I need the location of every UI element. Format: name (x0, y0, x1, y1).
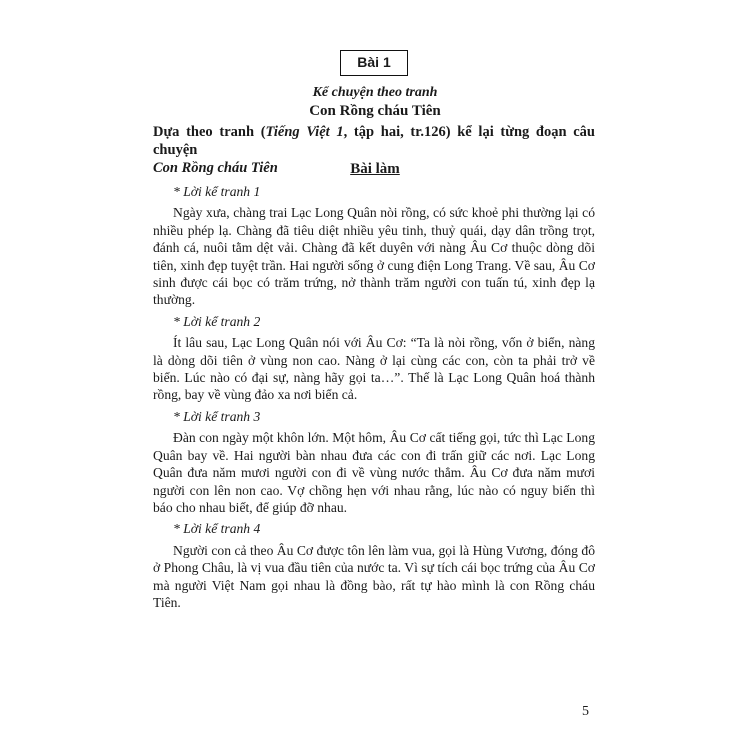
lesson-label: Bài 1 (357, 54, 391, 70)
part-4-label: * Lời kể tranh 4 (173, 521, 261, 537)
lesson-title-box (340, 50, 408, 76)
part-4-text: Người con cả theo Âu Cơ được tôn lên làm vua, gọi là Hùng Vương, đóng đô ở Phong Châu, là vị vua đầu tiên của nước ta. Vì sự tích cái bọc trứng của Âu Cơ mà người Việt Nam gọi nhau là đồng bào, rất tự hào mình là con Rồng cháu Tiên. (153, 542, 595, 610)
task-prefix: Dựa theo tranh ( (153, 124, 266, 140)
part-2-text: Ít lâu sau, Lạc Long Quân nói với Âu Cơ: “Ta là nòi rồng, vốn ở biển, nàng là dòng dõi tiên ở vùng non cao. Nàng ở lại cùng các con, còn ta phải trở về biển. Lúc nào có đại sự, nàng hãy gọi ta…”. Thế là Lạc Long Quân hoá thành rồng, bay về vùng đảo xa nơi biển cả. (153, 335, 595, 403)
answer-heading: Bài làm (350, 161, 400, 177)
part-1-label: * Lời kể tranh 1 (173, 184, 261, 199)
part-3-text: Đàn con ngày một khôn lớn. Một hôm, Âu Cơ cất tiếng gọi, tức thì Lạc Long Quân bay về. Hai người bàn nhau đưa các con đi trấn giữ các nơi. Lạc Long Quân đưa năm mươi người con đi về vùng nước thẳm. Âu Cơ đưa năm mươi người con lên non cao. Vợ chồng hẹn với nhau rằng, lúc nào có nguy biến thì báo cho nhau biết, để giúp đỡ nhau. (153, 430, 595, 515)
exercise-subtitle: Kể chuyện theo tranh (312, 85, 438, 100)
part-2-label: * Lời kể tranh 2 (173, 313, 261, 329)
answer-body (153, 183, 595, 615)
task-book-title: Tiếng Việt 1 (265, 124, 344, 140)
page-number: 5 (582, 704, 589, 719)
story-title: Con Rồng cháu Tiên (309, 103, 441, 119)
part-1-text: Ngày xưa, chàng trai Lạc Long Quân nòi rồng, có sức khoẻ phi thường lại có nhiều phép lạ. Chàng đã tiêu diệt nhiều yêu tinh, thuỷ quái, dạy dân trồng trọt, đánh cá, nuôi tằm dệt vải. Chàng đã kết duyên với nàng Âu Cơ thuộc dòng dõi tiên, xinh đẹp tuyệt trần. Hai người sống ở cung điện Long Trang. Về sau, Âu Cơ sinh được cái bọc có trăm trứng, nở thành trăm người con tuấn tú, xinh đẹp lạ thường. (153, 205, 595, 308)
part-3-label: * Lời kể tranh 3 (173, 408, 261, 424)
task-suffix: , tập hai, tr.126) kể lại từng đoạn câu chuyện (153, 124, 595, 158)
task-story-name: Con Rồng cháu Tiên (153, 160, 278, 176)
